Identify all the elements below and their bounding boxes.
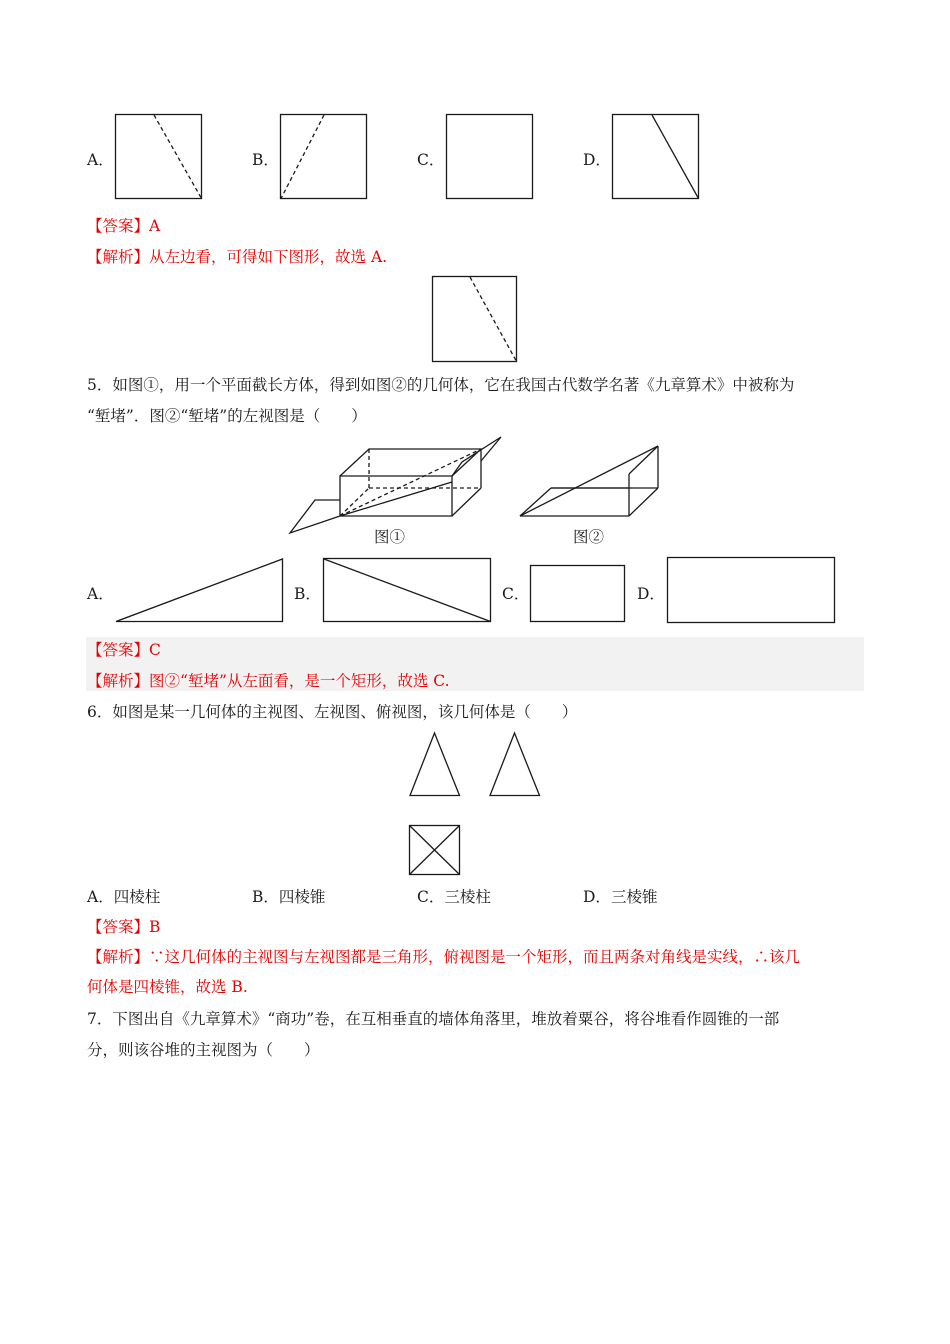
option-label: C． bbox=[417, 888, 445, 906]
q5-option-b-label: B． bbox=[294, 585, 321, 603]
q6-side-view bbox=[489, 732, 543, 798]
analysis-tag: 【解析】 bbox=[87, 672, 150, 690]
answer-tag: 【答案】 bbox=[87, 918, 150, 936]
cutting-plane-left bbox=[290, 500, 340, 533]
q4-analysis bbox=[87, 246, 387, 268]
cuboid-right-bottom-edge bbox=[452, 488, 481, 516]
option-text: 三棱锥 bbox=[610, 888, 658, 906]
analysis-text: ∵这几何体的主视图与左视图都是三角形，俯视图是一个矩形，而且两条对角线是实线，∴该几 bbox=[149, 948, 801, 966]
option-text: 四棱锥 bbox=[278, 888, 326, 906]
edge-right-diagonal bbox=[629, 446, 658, 474]
q5-option-b-figure bbox=[323, 558, 493, 624]
answer-tag: 【答案】 bbox=[87, 217, 150, 235]
q5-option-d-figure bbox=[667, 557, 837, 625]
edge-right-bottom bbox=[629, 488, 658, 516]
q5-option-c-label: C． bbox=[502, 585, 530, 603]
q7-stem-line1: 7．下图出自《九章算术》“商功”卷，在互相垂直的墙体角落里，堆放着粟谷，将谷堆看作圆锥的一部 bbox=[87, 1010, 780, 1028]
q4-answer bbox=[87, 215, 160, 237]
analysis-tag: 【解析】 bbox=[87, 948, 150, 966]
square bbox=[433, 277, 517, 362]
q6-analysis-line2: 何体是四棱锥，故选 B. bbox=[87, 978, 248, 996]
diagonal bbox=[324, 559, 491, 622]
q5-option-d-label: D． bbox=[637, 585, 665, 603]
q5-option-a-label: A． bbox=[87, 585, 114, 603]
q6-top-view bbox=[409, 825, 463, 877]
q5-option-a-figure bbox=[115, 558, 285, 624]
solid-diagonal bbox=[652, 115, 699, 199]
q4-option-d-figure bbox=[612, 114, 700, 200]
dashed-diagonal bbox=[470, 277, 517, 362]
q4-option-d-label: D． bbox=[583, 151, 611, 169]
dashed-diagonal bbox=[154, 115, 202, 199]
option-label: D． bbox=[583, 888, 611, 906]
hidden-plane-line bbox=[340, 449, 481, 516]
q4-option-b-figure bbox=[280, 114, 368, 200]
rectangle bbox=[668, 558, 835, 623]
square bbox=[613, 115, 699, 199]
cutting-plane-right bbox=[452, 437, 501, 476]
right-triangle bbox=[116, 559, 283, 622]
q6-option-a bbox=[87, 886, 160, 908]
answer-value: B bbox=[149, 918, 161, 936]
analysis-text: 从左边看，可得如下图形，故选 A. bbox=[149, 248, 388, 266]
q5-fig2-caption: 图② bbox=[573, 528, 605, 546]
q6-option-b bbox=[252, 886, 325, 908]
answer-tag: 【答案】 bbox=[87, 641, 150, 659]
triangle bbox=[490, 733, 540, 796]
analysis-text: 图②“堑堵”从左面看，是一个矩形，故选 C. bbox=[149, 672, 450, 690]
rectangle bbox=[531, 566, 625, 622]
q5-figure-2 bbox=[518, 444, 662, 520]
answer-value: A bbox=[149, 217, 161, 235]
edge-top-slope bbox=[520, 446, 658, 516]
q6-option-d bbox=[583, 886, 657, 908]
cuboid-front-face bbox=[340, 476, 452, 516]
q4-option-b-label: B． bbox=[252, 151, 279, 169]
q4-option-a-figure bbox=[115, 114, 203, 200]
q6-answer bbox=[87, 916, 160, 938]
triangle bbox=[410, 733, 460, 796]
option-label: A． bbox=[87, 888, 114, 906]
q5-fig1-caption: 图① bbox=[374, 528, 406, 546]
q5-analysis bbox=[87, 670, 450, 692]
q5-stem-line1: 5．如图①，用一个平面截长方体，得到如图②的几何体，它在我国古代数学名著《九章算术》中被称为 bbox=[87, 376, 795, 394]
analysis-tag: 【解析】 bbox=[87, 248, 150, 266]
q6-option-c bbox=[417, 886, 491, 908]
q4-analysis-figure bbox=[432, 276, 520, 364]
option-label: B． bbox=[252, 888, 279, 906]
q4-option-c-figure bbox=[446, 114, 534, 200]
q6-analysis-line1 bbox=[87, 946, 800, 968]
dashed-diagonal bbox=[281, 115, 324, 199]
q5-stem-line2: “堑堵”．图②“堑堵”的左视图是（ ） bbox=[87, 407, 367, 425]
q6-front-view bbox=[409, 732, 463, 798]
square bbox=[116, 115, 202, 199]
square bbox=[281, 115, 367, 199]
q6-stem: 6．如图是某一几何体的主视图、左视图、俯视图，该几何体是（ ） bbox=[87, 703, 578, 721]
option-text: 三棱柱 bbox=[444, 888, 491, 906]
q4-option-a-label: A． bbox=[87, 151, 114, 169]
option-text: 四棱柱 bbox=[113, 888, 161, 906]
q5-answer bbox=[87, 639, 161, 661]
q5-figure-1 bbox=[288, 436, 504, 538]
square bbox=[447, 115, 533, 199]
q5-option-c-figure bbox=[530, 565, 628, 625]
q4-option-c-label: C． bbox=[417, 151, 445, 169]
answer-value: C bbox=[149, 641, 161, 659]
cuboid-top-back bbox=[340, 449, 481, 476]
q7-stem-line2: 分，则该谷堆的主视图为（ ） bbox=[87, 1041, 320, 1059]
